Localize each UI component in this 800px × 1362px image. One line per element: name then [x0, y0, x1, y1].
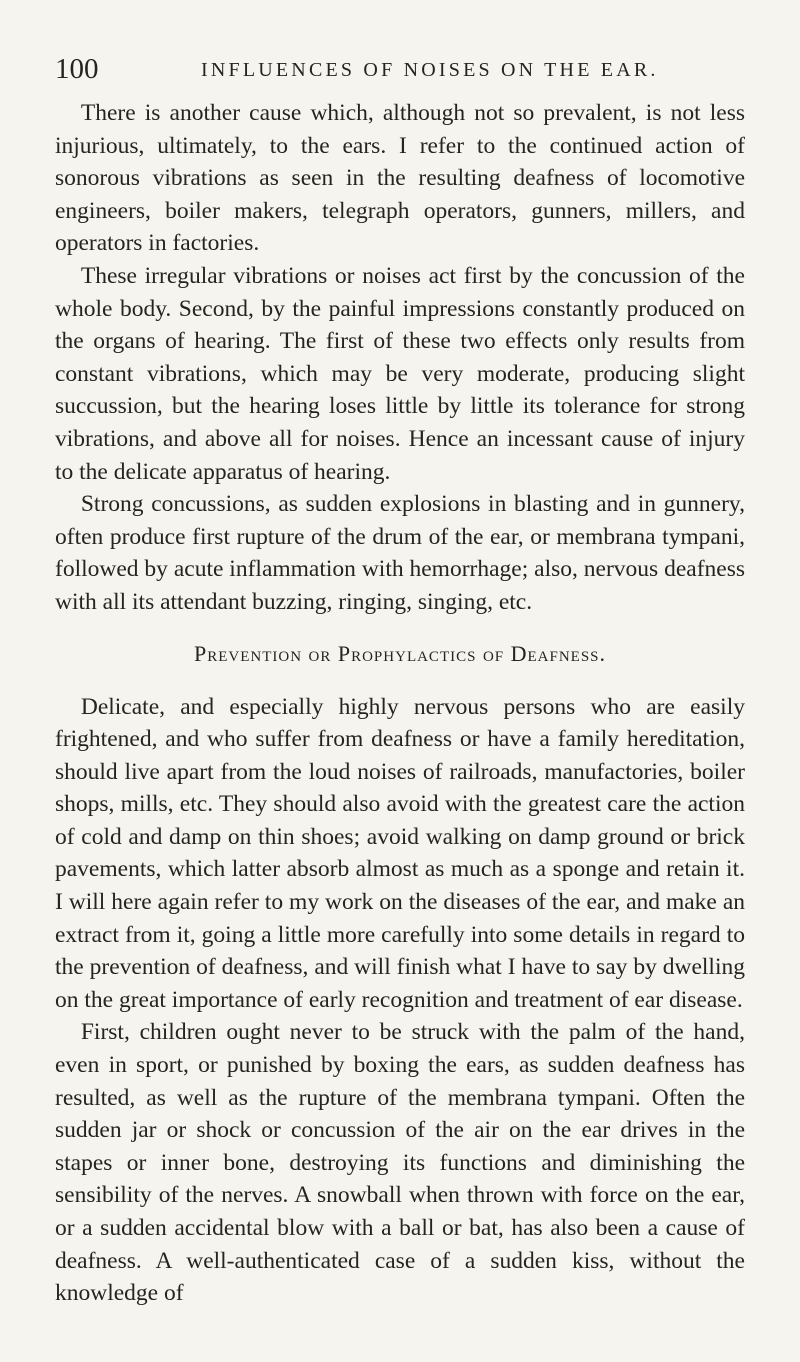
section-heading: Prevention or Prophylactics of Deafness. [193, 640, 607, 666]
running-head: INFLUENCES OF NOISES ON THE EAR. [201, 59, 659, 81]
page-header [55, 52, 745, 92]
paragraph: Strong concussions, as sudden explosions in blasting and in gunnery, often produce first rupture of the drum of the ear, or membrana tympani, followed by acute inflammation with hemorrhage; also, nervous deafness with all its attendant buzzing, ringing, singing, etc. [55, 491, 745, 615]
body-text [55, 97, 745, 1310]
paragraph: These irregular vibrations or noises act first by the concussion of the whole body. Second, by the painful impressions constantly produced on the organs of hearing. The first of these two effects only results from constant vibrations, which may be very moderate, producing slight succussion, but the hearing loses little by little its tolerance for strong vibrations, and above all for noises. Hence an incessant cause of injury to the delicate apparatus of hearing. [55, 262, 745, 485]
paragraph: There is another cause which, although not so prevalent, is not less injurious, ultimately, to the ears. I refer to the continued action of sonorous vibrations as seen in the resulting deafness of locomotive engineers, boiler makers, telegraph operators, gunners, millers, and operators in factories. [55, 100, 745, 257]
paragraph: Delicate, and especially highly nervous persons who are easily frightened, and who suffer from deafness or have a family hereditation, should live apart from the loud noises of railroads, manufactories, boiler shops, mills, etc. They should also avoid with the greatest care the action of cold and damp on thin shoes; avoid walking on damp ground or brick pavements, which latter absorb almost as much as a sponge and retain it. I will here again refer to my work on the diseases of the ear, and make an extract from it, going a little more carefully into some details in regard to the prevention of deafness, and will finish what I have to say by dwelling on the great importance of early recognition and treatment of ear disease. [55, 693, 745, 1013]
paragraph: First, children ought never to be struck with the palm of the hand, even in sport, or punished by boxing the ears, as sudden deafness has resulted, as well as the rupture of the membrana tympani. Often the sudden jar or shock or concussion of the air on the ear drives in the stapes or inner bone, destroying its functions and diminishing the sensibility of the nerves. A snowball when thrown with force on the ear, or a sudden accidental blow with a ball or bat, has also been a cause of deafness. A well-authenticated case of a sudden kiss, without the knowledge of [55, 1019, 745, 1307]
page-number: 100 [55, 53, 99, 85]
